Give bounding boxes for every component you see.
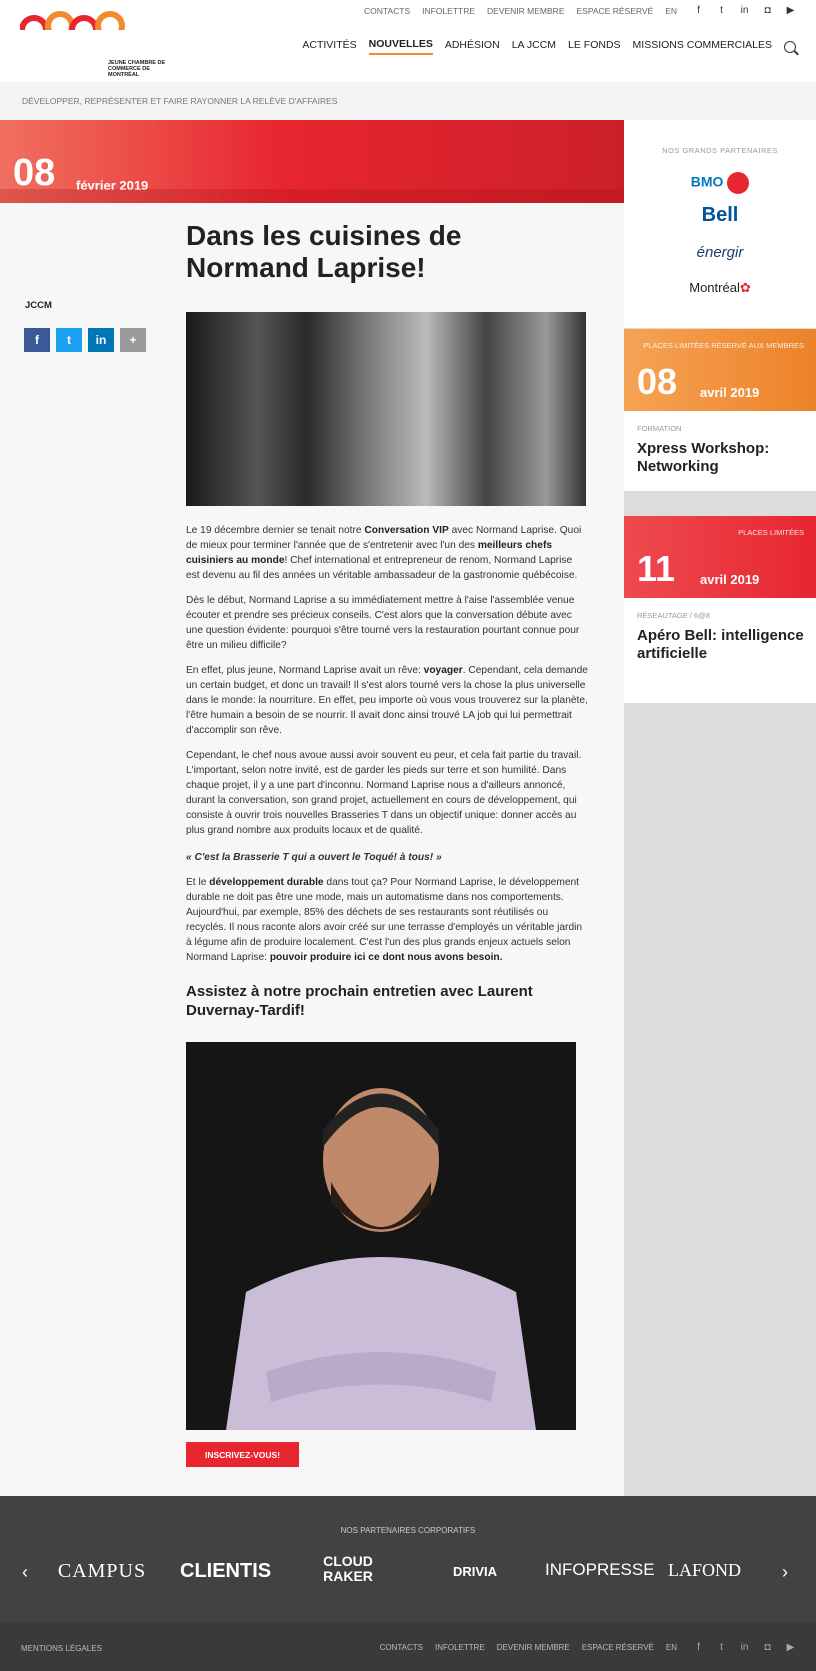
article-photo-laurent-duvernay-tardif bbox=[186, 1042, 576, 1430]
share-buttons bbox=[24, 328, 146, 352]
top-link-contacts[interactable]: CONTACTS bbox=[364, 5, 411, 16]
event-day: 08 bbox=[637, 361, 678, 402]
top-link-language[interactable]: EN bbox=[665, 5, 677, 16]
corp-logo-clientis[interactable]: CLIENTIS bbox=[180, 1560, 272, 1582]
sidebar bbox=[624, 120, 816, 1496]
article-paragraph: En effet, plus jeune, Normand Laprise avait un rêve: voyager. Cependant, cela demande un certain budget, et donc un travail! Il s'est alors tourné vers la chose la plus universelle dans le monde: la nourriture. En effet, peu importe où vous vous trouverez sur la planète, l'être humain a besoin de se nourrir. Il avait donc ainsi trouvé LA job qui lui permettrait d'accomplir son rêve. bbox=[186, 665, 588, 736]
linkedin-icon[interactable]: in bbox=[740, 1642, 749, 1653]
corporate-partners bbox=[0, 1496, 816, 1622]
partner-logo-bmo[interactable] bbox=[624, 172, 816, 194]
article-quote: « C'est la Brasserie T qui a ouvert le Toqué! à tous! » bbox=[186, 852, 442, 863]
article-date-banner bbox=[0, 120, 624, 203]
top-links bbox=[352, 5, 796, 16]
article-photo-normand-laprise bbox=[186, 312, 586, 506]
footer-link-language[interactable]: EN bbox=[665, 1643, 677, 1652]
corp-logo-cloud-raker[interactable]: CLOUD RAKER bbox=[323, 1553, 373, 1584]
nav-nouvelles[interactable]: NOUVELLES bbox=[369, 38, 433, 55]
facebook-icon[interactable]: f bbox=[697, 5, 700, 16]
corp-logo-drivia[interactable]: DRIVIA bbox=[452, 1564, 498, 1579]
site-footer bbox=[0, 1622, 816, 1671]
top-link-infolettre[interactable]: INFOLETTRE bbox=[422, 5, 476, 16]
article-area bbox=[0, 120, 624, 1496]
article-paragraph: Cependant, le chef nous avoue aussi avoir souvent eu peur, et cela fait partie du travail. L'important, selon notre invité, est de garder les pieds sur terre et son humilité. Dans chaque projet, il y a une part d'inconnu. Normand Laprise nous a d'ailleurs annoncé, durant la conversation, son grand projet, actuellement en cours de développement, qui consiste à ouvrir trois nouvelles Brasseries T dans un objectif unique: donner accès au plus grand nombre aux produits locaux et de qualité. bbox=[186, 750, 582, 836]
article-day: 08 bbox=[13, 152, 56, 194]
corp-logo-lafond[interactable]: LAFOND bbox=[668, 1560, 742, 1580]
event-tag: PLACES LIMITÉES bbox=[738, 528, 804, 537]
event-category: RÉSEAUTAGE / 6@8 bbox=[637, 611, 710, 620]
facebook-icon[interactable]: f bbox=[697, 1642, 700, 1653]
article-paragraph: Et le développement durable dans tout ça? Pour Normand Laprise, le développement durable ne doit pas être une mode, mais un automatisme dans nos comportements. Aujourd'hui, par exemple, 85% des déchets de ses restaurants sont réutilisés ou recyclés. Il nous raconte alors avoir créé sur une terrasse d'employés un véritable jardin à légume afin de produire localement. C'est l'un des plus grands enjeux actuels selon Normand Laprise: pouvoir produire ici ce dont nous avons besoin. bbox=[186, 877, 583, 963]
chevron-left-icon[interactable]: ‹ bbox=[22, 1562, 28, 1582]
instagram-icon[interactable]: ◘ bbox=[764, 5, 771, 16]
event-date-banner bbox=[624, 516, 816, 598]
jccm-logo-mark-icon bbox=[20, 8, 140, 58]
partner-logo-bmo-text: BMO bbox=[690, 173, 724, 190]
plus-icon[interactable]: + bbox=[120, 328, 146, 352]
event-card[interactable] bbox=[624, 516, 816, 703]
footer-link-espace-reserve[interactable]: ESPACE RÉSERVÉ bbox=[581, 1643, 654, 1652]
tagline-bar bbox=[0, 82, 816, 120]
nav-la-jccm[interactable]: LA JCCM bbox=[511, 39, 557, 51]
chevron-right-icon[interactable]: › bbox=[782, 1562, 788, 1582]
instagram-icon[interactable]: ◘ bbox=[764, 1642, 771, 1653]
partner-logo-montreal[interactable] bbox=[624, 280, 816, 296]
footer-link-infolettre[interactable]: INFOLETTRE bbox=[435, 1643, 485, 1652]
logo-text: JEUNE CHAMBRE DE COMMERCE DE MONTRÉAL bbox=[108, 60, 166, 78]
jccm-logo[interactable] bbox=[20, 8, 166, 78]
event-category: FORMATION bbox=[637, 424, 682, 433]
social-links bbox=[693, 5, 796, 16]
search-icon[interactable] bbox=[784, 41, 796, 53]
partners-title: NOS GRANDS PARTENAIRES bbox=[662, 146, 778, 155]
footer-links bbox=[368, 1642, 796, 1653]
event-month: avril 2019 bbox=[700, 572, 760, 587]
nav-adhesion[interactable]: ADHÉSION bbox=[444, 39, 500, 51]
article-paragraph: Dès le début, Normand Laprise a su immédiatement mettre à l'aise l'assemblée venue écouter et prendre ses précieux conseils. C'est alors que la conversation débute avec une question évidente: pourquoi s'être tourné vers la restauration pourtant connue pour être un milieu difficile? bbox=[186, 595, 580, 651]
facebook-icon[interactable]: f bbox=[24, 328, 50, 352]
site-header bbox=[0, 0, 816, 82]
event-month: avril 2019 bbox=[700, 385, 760, 400]
nav-le-fonds[interactable]: LE FONDS bbox=[568, 39, 621, 51]
event-title[interactable]: Apéro Bell: intelligence artificielle bbox=[637, 627, 804, 662]
article-header bbox=[186, 220, 588, 284]
top-link-espace-reserve[interactable]: ESPACE RÉSERVÉ bbox=[576, 5, 654, 16]
youtube-icon[interactable]: ▶ bbox=[786, 1642, 795, 1653]
footer-link-contacts[interactable]: CONTACTS bbox=[379, 1643, 423, 1652]
article-author: JCCM bbox=[25, 300, 52, 311]
article-subheading: Assistez à notre prochain entretien avec Laurent Duvernay-Tardif! bbox=[186, 983, 533, 1019]
nav-activites[interactable]: ACTIVITÉS bbox=[302, 39, 357, 51]
register-button[interactable]: INSCRIVEZ-VOUS! bbox=[186, 1442, 299, 1467]
legal-link[interactable]: MENTIONS LÉGALES bbox=[21, 1644, 102, 1653]
footer-link-devenir-membre[interactable]: DEVENIR MEMBRE bbox=[496, 1643, 570, 1652]
event-date-banner bbox=[624, 329, 816, 411]
linkedin-icon[interactable]: in bbox=[88, 328, 114, 352]
portrait-illustration-icon bbox=[186, 1042, 576, 1430]
twitter-icon[interactable]: t bbox=[720, 1642, 723, 1653]
event-title[interactable]: Xpress Workshop: Networking bbox=[637, 440, 770, 475]
article-month: février 2019 bbox=[76, 178, 149, 193]
partner-logo-montreal-text: Montréal bbox=[689, 280, 740, 295]
footer-social-links bbox=[693, 1642, 796, 1653]
tagline: DÉVELOPPER, REPRÉSENTER ET FAIRE RAYONNER LA RELÈVE D'AFFAIRES bbox=[22, 96, 338, 106]
twitter-icon[interactable]: t bbox=[720, 5, 723, 16]
top-link-devenir-membre[interactable]: DEVENIR MEMBRE bbox=[487, 5, 565, 16]
event-tag: PLACES LIMITÉES RÉSERVÉ AUX MEMBRES bbox=[643, 341, 804, 350]
corporate-partners-title: NOS PARTENAIRES CORPORATIFS bbox=[340, 1526, 476, 1535]
nav-missions-commerciales[interactable]: MISSIONS COMMERCIALES bbox=[632, 39, 772, 51]
bmo-roundel-icon bbox=[727, 172, 749, 194]
major-partners bbox=[624, 120, 816, 328]
linkedin-icon[interactable]: in bbox=[740, 5, 749, 16]
article-title: Dans les cuisines de Normand Laprise! bbox=[186, 220, 462, 283]
main-nav bbox=[290, 38, 796, 55]
article-paragraph: Le 19 décembre dernier se tenait notre Conversation VIP avec Normand Laprise. Quoi de mieux pour terminer l'année que de s'entretenir avec l'un des meilleurs chefs cuisiniers au monde! Chef international et entrepreneur de renom, Normand Laprise est devenu au fil des années un véritable ambassadeur de la gastronomie québécoise. bbox=[186, 525, 582, 581]
twitter-icon[interactable]: t bbox=[56, 328, 82, 352]
partner-logo-energir[interactable]: énergir bbox=[696, 244, 744, 261]
youtube-icon[interactable]: ▶ bbox=[786, 5, 795, 16]
corp-logo-campus[interactable]: CAMPUS bbox=[57, 1560, 147, 1582]
corp-logo-infopresse[interactable]: INFOPRESSE bbox=[545, 1560, 655, 1579]
event-card[interactable] bbox=[624, 329, 816, 491]
event-day: 11 bbox=[637, 548, 676, 589]
montreal-rosette-icon: ✿ bbox=[739, 280, 751, 295]
partner-logo-bell[interactable]: Bell bbox=[701, 204, 739, 226]
